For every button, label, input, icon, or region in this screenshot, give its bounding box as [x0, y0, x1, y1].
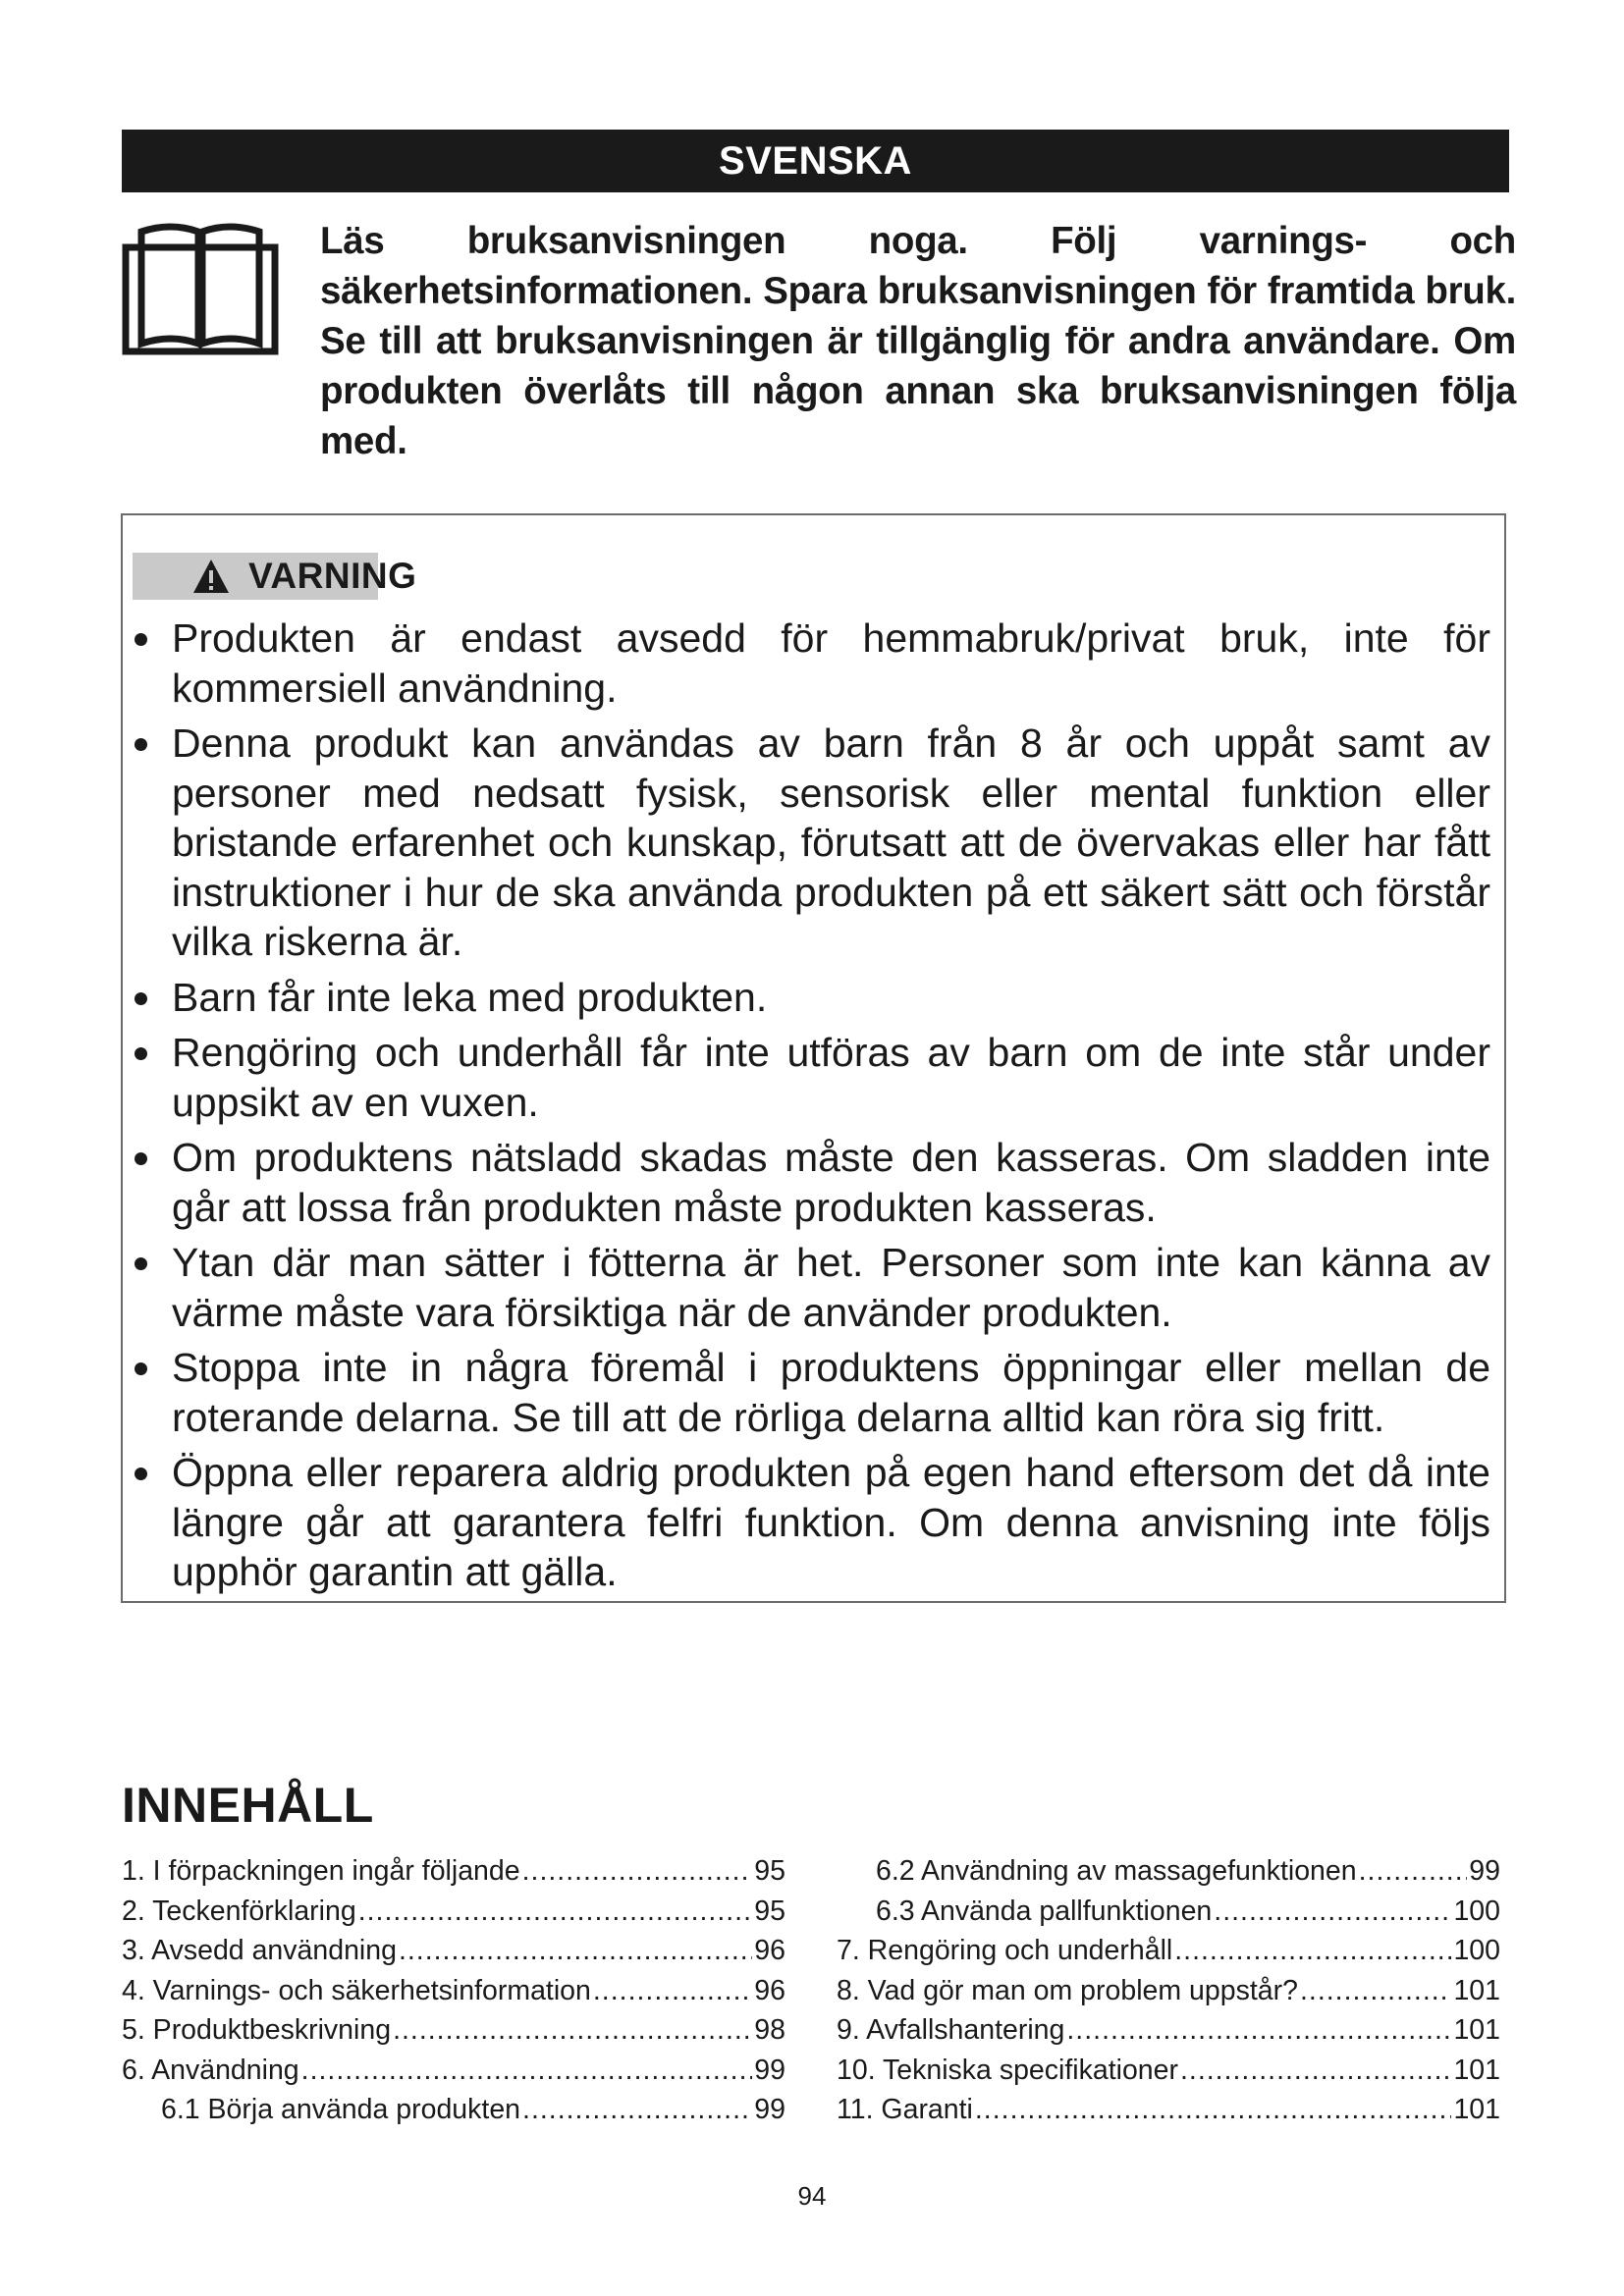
warning-item	[123, 1028, 1500, 1127]
toc-leader	[358, 1892, 753, 1932]
warning-triangle-icon	[191, 558, 231, 595]
bullet	[135, 633, 147, 646]
toc-entry-label: 10. Tekniska specifikationer	[837, 2054, 1178, 2086]
toc-entry[interactable]	[122, 1892, 785, 1932]
toc-entry[interactable]	[837, 1892, 1500, 1932]
open-book-icon	[122, 218, 279, 355]
bullet	[135, 1257, 147, 1270]
toc-leader	[975, 2090, 1452, 2130]
language-header	[122, 130, 1509, 192]
toc-entry-label: 4. Varnings- och säkerhetsinformation	[122, 1974, 591, 2006]
toc-entry-page: 100	[1453, 1895, 1500, 1927]
toc-entry-label: 5. Produktbeskrivning	[122, 2014, 392, 2046]
toc-entry-label: 7. Rengöring och underhåll	[837, 1935, 1173, 1966]
bullet	[135, 1152, 147, 1165]
toc-entry-page: 99	[754, 2094, 785, 2125]
toc-entry-label: 8. Vad gör man om problem uppstår?	[837, 1974, 1298, 2006]
warning-item	[123, 719, 1500, 967]
toc-entry[interactable]	[837, 2010, 1500, 2051]
toc-entry[interactable]	[122, 1851, 785, 1892]
bullet	[135, 1047, 147, 1060]
toc-entry-page: 95	[754, 1895, 785, 1927]
toc-title: INNEHÅLL	[122, 1778, 374, 1833]
toc-entry[interactable]	[122, 1971, 785, 2011]
intro-text: Läs bruksanvisningen noga. Följ varnings- och säkerhetsinformationen. Spara bruksanvisningen för framtida bruk. Se till att bruksanvisningen är tillgänglig för andra användare. Om produkten överlåts till någon annan ska bruksanvisningen följa med.	[320, 220, 1516, 462]
toc-entry-page: 101	[1453, 1974, 1500, 2006]
toc-entry[interactable]	[837, 2090, 1500, 2130]
toc-entry-page: 100	[1453, 1935, 1500, 1966]
toc-entry-page: 95	[754, 1855, 785, 1887]
warning-item	[123, 973, 1500, 1023]
warning-list	[123, 614, 1500, 1603]
toc-leader	[301, 2051, 753, 2091]
toc-entry-page: 96	[754, 1935, 785, 1966]
warning-item-text: Öppna eller reparera aldrig produkten på egen hand eftersom det då inte längre går att garantera felfri funktion. Om denna anvisning inte följs upphör garantin att gälla.	[172, 1450, 1490, 1594]
bullet	[135, 1468, 147, 1480]
toc-leader	[522, 2090, 752, 2130]
warning-item	[123, 1448, 1500, 1597]
warning-item-text: Ytan där man sätter i fötterna är het. Personer som inte kan känna av värme måste vara försiktiga när de använder produkten.	[172, 1240, 1490, 1335]
language-title: SVENSKA	[719, 138, 912, 183]
warning-item-text: Om produktens nätsladd skadas måste den kasseras. Om sladden inte går att lossa från produkten måste produkten kasseras.	[172, 1135, 1490, 1230]
toc-entry-label: 3. Avsedd användning	[122, 1935, 397, 1966]
toc-entry-label: 6.1 Börja använda produkten	[161, 2094, 521, 2125]
toc-entry-label: 6.3 Använda pallfunktionen	[876, 1895, 1213, 1927]
warning-item	[123, 1238, 1500, 1337]
toc-entry-page: 101	[1453, 2054, 1500, 2086]
warning-item	[123, 614, 1500, 713]
bullet	[135, 992, 147, 1005]
bullet	[135, 1362, 147, 1375]
toc-entry-page: 101	[1453, 2014, 1500, 2046]
toc-entry[interactable]	[837, 1931, 1500, 1971]
bullet	[135, 738, 147, 751]
toc-leader	[1180, 2051, 1451, 2091]
warning-box	[121, 513, 1506, 1603]
toc-entry-page: 96	[754, 1974, 785, 2006]
toc-leader	[1300, 1971, 1451, 2011]
toc-entry-label: 6.2 Användning av massagefunktionen	[876, 1855, 1357, 1887]
toc-column-right	[837, 1851, 1500, 2130]
toc-entry[interactable]	[122, 1931, 785, 1971]
toc-leader	[399, 1931, 752, 1971]
warning-item-text: Barn får inte leka med produkten.	[172, 974, 768, 1020]
warning-item	[123, 1133, 1500, 1232]
toc-leader	[1359, 1851, 1468, 1892]
toc-entry[interactable]	[837, 1971, 1500, 2011]
toc-column-left	[122, 1851, 785, 2130]
toc-entry-page: 99	[754, 2054, 785, 2086]
toc-leader	[1174, 1931, 1451, 1971]
toc-entry[interactable]	[837, 1851, 1500, 1892]
toc-entry-label: 11. Garanti	[837, 2094, 973, 2125]
toc-entry-label: 6. Användning	[122, 2054, 299, 2086]
warning-title: VARNING	[248, 556, 417, 596]
toc-entry[interactable]	[837, 2051, 1500, 2091]
toc-leader	[593, 1971, 752, 2011]
warning-item-text: Denna produkt kan användas av barn från 8 år och uppåt samt av personer med nedsatt fysisk, sensorisk eller mental funktion eller bristande erfarenhet och kunskap, förutsatt att de övervakas eller har fått instruktioner i hur de ska använda produkten på ett säkert sätt och förstår vilka riskerna är.	[172, 721, 1490, 964]
toc-entry-label: 1. I förpackningen ingår följande	[122, 1855, 520, 1887]
toc-leader	[1066, 2010, 1451, 2051]
toc-leader	[522, 1851, 753, 1892]
toc-entry-label: 9. Avfallshantering	[837, 2014, 1065, 2046]
toc-entry-page: 101	[1453, 2094, 1500, 2125]
page-number: 94	[797, 2181, 827, 2211]
toc-entry[interactable]	[122, 2051, 785, 2091]
toc-leader	[393, 2010, 752, 2051]
warning-item-text: Stoppa inte in några föremål i produktens öppningar eller mellan de roterande delarna. Se till att de rörliga delarna alltid kan röra sig fritt.	[172, 1345, 1490, 1440]
warning-item-text: Produkten är endast avsedd för hemmabruk/privat bruk, inte för kommersiell användning.	[172, 615, 1490, 711]
toc-entry-page: 98	[754, 2014, 785, 2046]
toc-leader	[1214, 1892, 1451, 1932]
toc-entry[interactable]	[122, 2090, 785, 2130]
warning-heading	[133, 553, 584, 600]
warning-item-text: Rengöring och underhåll får inte utföras av barn om de inte står under uppsikt av en vuxen.	[172, 1030, 1490, 1125]
toc-entry[interactable]	[122, 2010, 785, 2051]
toc-entry-page: 99	[1469, 1855, 1500, 1887]
warning-item	[123, 1343, 1500, 1442]
toc-entry-label: 2. Teckenförklaring	[122, 1895, 356, 1927]
